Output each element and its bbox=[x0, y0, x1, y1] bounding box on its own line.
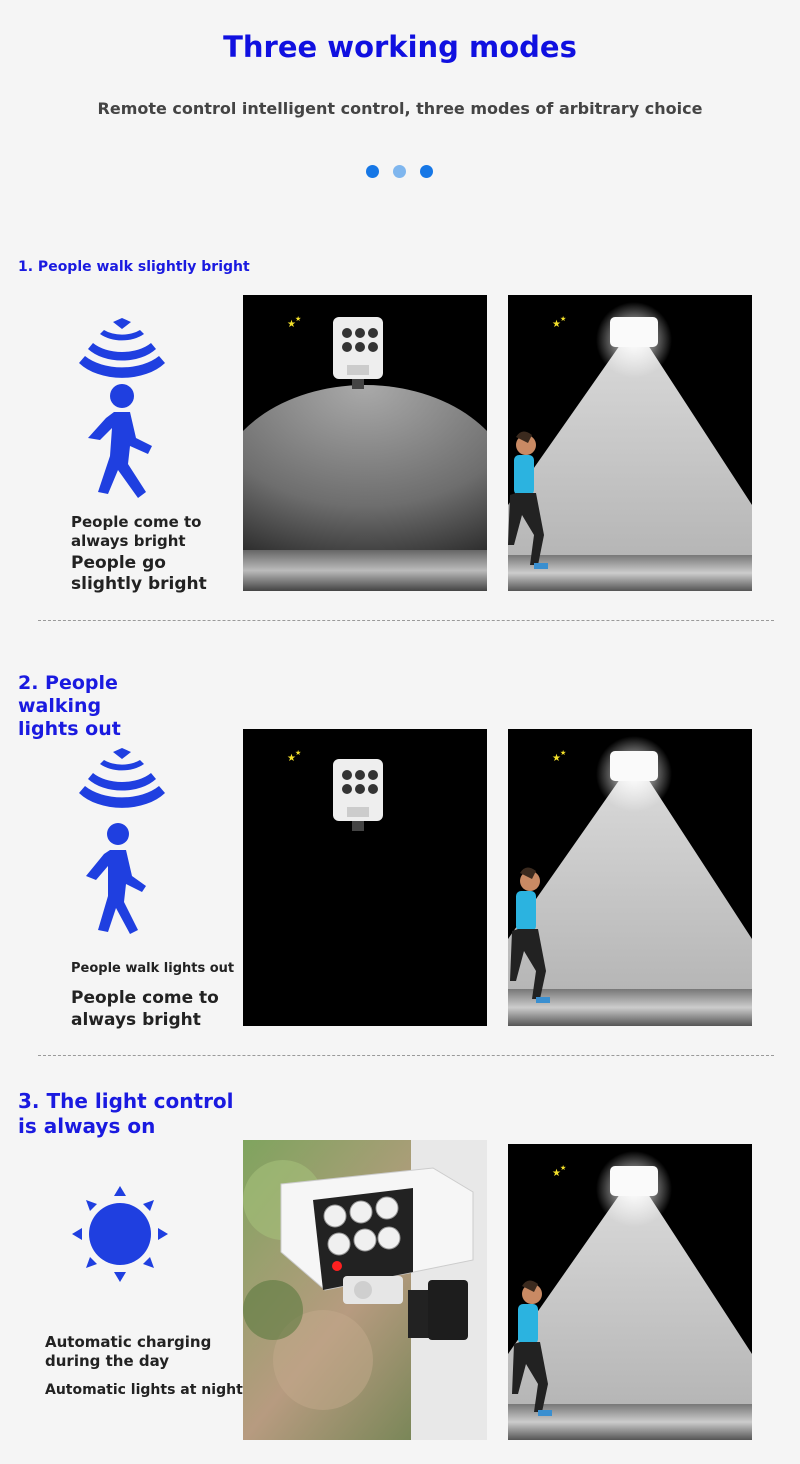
mode-3-day-photo bbox=[243, 1140, 487, 1440]
motion-sensor-person-icon bbox=[78, 746, 166, 936]
page-subtitle: Remote control intelligent control, three modes of arbitrary choice bbox=[97, 99, 703, 118]
sun-icon bbox=[70, 1184, 170, 1284]
mode-3-night-photo bbox=[508, 1144, 752, 1440]
svg-text:★: ★ bbox=[287, 319, 296, 330]
mode-2-bright-photo bbox=[508, 729, 752, 1026]
mode-3-title: 3. The light control is always on bbox=[18, 1089, 234, 1138]
svg-text:★: ★ bbox=[552, 319, 561, 330]
carousel-dot-3[interactable] bbox=[420, 165, 433, 178]
section-divider bbox=[38, 1055, 774, 1056]
motion-sensor-person-icon bbox=[78, 316, 166, 500]
mode-2-note-1: People walk lights out bbox=[71, 961, 235, 976]
mode-2-title: 2. People walking lights out bbox=[18, 672, 121, 740]
carousel-dot-1[interactable] bbox=[366, 165, 379, 178]
mode-1-note-1: People come to always bright bbox=[71, 513, 202, 550]
mode-3-note-1: Automatic charging during the day bbox=[45, 1333, 212, 1370]
mode-1-bright-photo bbox=[508, 295, 752, 591]
svg-text:★: ★ bbox=[287, 753, 296, 764]
mode-2-off-photo bbox=[243, 729, 487, 1026]
carousel-dot-2[interactable] bbox=[393, 165, 406, 178]
mode-2-note-2: People come to always bright bbox=[71, 988, 219, 1030]
mode-1-dim-photo bbox=[243, 295, 487, 591]
mode-1-note-2: People go slightly bright bbox=[71, 553, 207, 594]
svg-text:★: ★ bbox=[560, 1164, 567, 1172]
svg-text:★: ★ bbox=[552, 753, 561, 764]
section-divider bbox=[38, 620, 774, 621]
svg-text:★: ★ bbox=[552, 1168, 561, 1179]
svg-text:★: ★ bbox=[560, 749, 567, 757]
svg-text:★: ★ bbox=[560, 315, 567, 323]
mode-1-title: 1. People walk slightly bright bbox=[18, 259, 250, 275]
svg-text:★: ★ bbox=[295, 749, 302, 757]
page-title: Three working modes bbox=[223, 30, 577, 64]
mode-3-note-2: Automatic lights at night bbox=[45, 1382, 243, 1398]
svg-text:★: ★ bbox=[295, 315, 302, 323]
